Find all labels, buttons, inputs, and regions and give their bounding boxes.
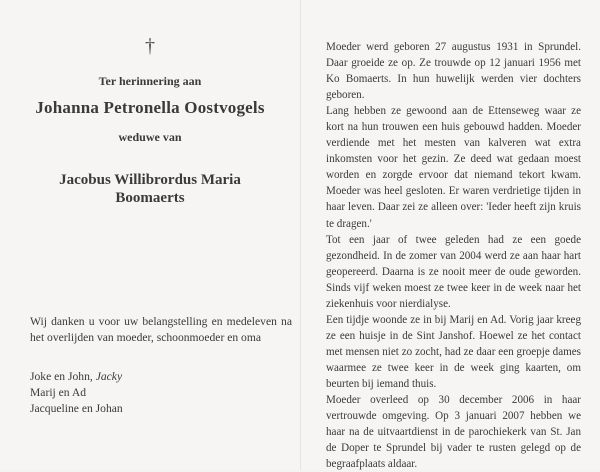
spouse-name xyxy=(0,171,300,207)
signers-list xyxy=(30,369,290,418)
deceased-name: Johanna Petronella Oostvogels xyxy=(35,98,265,117)
left-page xyxy=(0,0,300,470)
signer-line-1-names: Joke en John, xyxy=(30,370,96,383)
signer-line-2: Marij en Ad xyxy=(30,386,87,400)
thank-you-text: Wij danken u voor uw belangstelling en medeleven na het overlijden van moeder, schoonmoeder en oma xyxy=(30,315,292,345)
paragraph-birth: Moeder werd geboren 27 augustus 1931 in Sprundel. Daar groeide ze op. Ze trouwde op 12 januari 1956 met Ko Bomaerts. In hun huwelijk werden vier dochters geboren. xyxy=(326,41,581,102)
in-memory-of-heading: Ter herinnering aan xyxy=(98,74,202,88)
paragraph-sint-janshof: Een tijdje woonde ze in bij Marij en Ad. Vorig jaar kreeg ze een huisje in de Sint Janshof. Hoewel ze het contact met mensen niet zo zocht, had ze daar een groepje dames waarmee ze twee keer in de week ging kaarten, om beurten bij iemand thuis. xyxy=(326,313,581,390)
cross-icon: † xyxy=(145,35,155,57)
widow-of-label: weduwe van xyxy=(118,130,182,144)
life-story-text xyxy=(326,39,581,472)
spouse-name-line-1: Jacobus Willibrordus Maria xyxy=(59,172,241,188)
signer-line-3: Jacqueline en Johan xyxy=(30,402,123,416)
spouse-name-line-2: Boomaerts xyxy=(115,190,185,206)
signer-line-1-italic: Jacky xyxy=(95,370,123,383)
paragraph-ettenseweg: Lang hebben ze gewoond aan de Ettenseweg waar ze kort na hun trouwen een huis gebouwd hadden. Moeder verdiende met het mesten van kalveren wat extra inkomsten voor het gezin. Ze deed wat gedaan moest worden en zorgde ervoor dat niemand tekort kwam. Moeder was heel gesloten. Er waren verdrietige tijden in haar leven. Daar zei ze alleen over: 'Ieder heeft zijn kruis te dragen.' xyxy=(326,105,581,230)
card-fold-divider xyxy=(300,0,301,470)
signer-line-1 xyxy=(30,369,290,385)
paragraph-passing: Moeder overleed op 30 december 2006 in haar vertrouwde omgeving. Op 3 januari 2007 hebben we haar na de uitvaartdienst in de parochiekerk van St. Jan de Doper te Sprundel bij vader te rusten gelegd op de begraafplaats aldaar. xyxy=(326,394,581,471)
paragraph-health: Tot een jaar of twee geleden had ze een goede gezondheid. In de zomer van 2004 werd ze aan haar hart geopereerd. Daarna is ze nooit meer de oude geworden. Sinds vijf weken moest ze twee keer in de week naar het ziekenhuis voor nierdialyse. xyxy=(326,233,581,310)
